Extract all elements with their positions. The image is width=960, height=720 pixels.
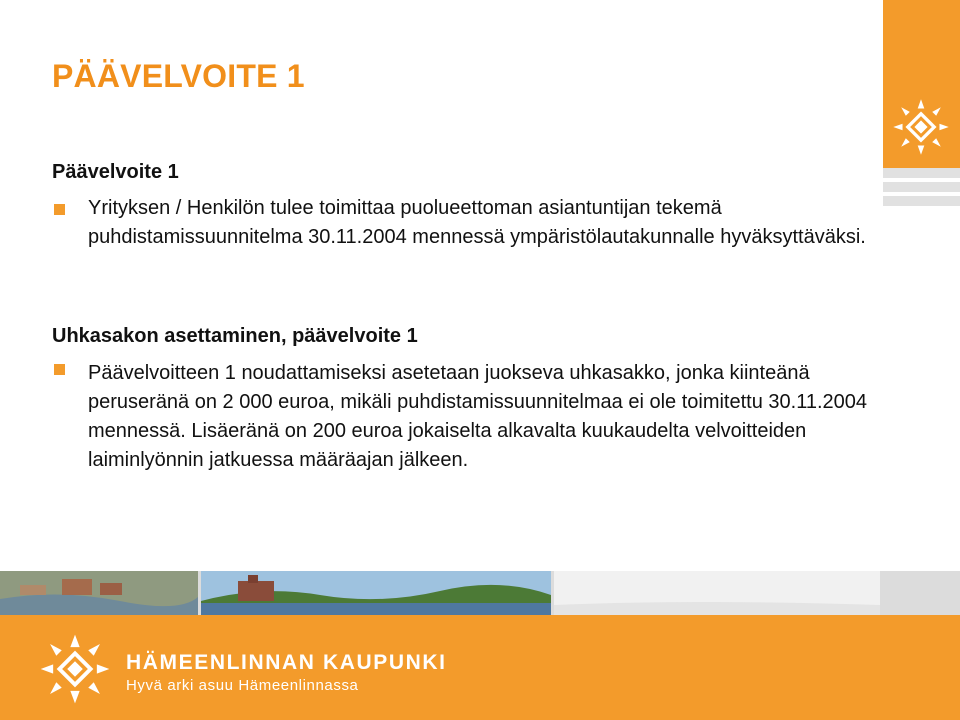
square-bullet-icon bbox=[54, 364, 65, 375]
section-heading: Päävelvoite 1 bbox=[52, 161, 179, 183]
bullet-text: Yrityksen / Henkilön tulee toimittaa puolueettoman asiantuntijan tekemä puhdistamissuunnitelma 30.11.2004 mennessä ympäristölautakunnalle hyväksyttäväksi. bbox=[88, 197, 866, 248]
aerial-photo bbox=[0, 571, 198, 615]
sun-emblem-icon bbox=[36, 630, 114, 708]
section-heading: Uhkasakon asettaminen, päävelvoite 1 bbox=[52, 325, 418, 347]
square-bullet-icon bbox=[54, 204, 65, 215]
organization-name: HÄMEENLINNAN KAUPUNKI bbox=[126, 651, 447, 674]
corner-stripe bbox=[883, 168, 960, 178]
photo-strip bbox=[0, 571, 960, 615]
corner-stripe bbox=[883, 196, 960, 206]
bullet-text: Päävelvoitteen 1 noudattamiseksi asetetaan juokseva uhkasakko, jonka kiinteänä peruseränä on 2 000 euroa, mikäli puhdistamissuunnitelmaa ei ole toimitettu 30.11.2004 mennessä. Lisäeränä on 200 euroa jokaiselta alkavalta kuukaudelta velvoitteiden laiminlyönnin jatkuessa määräajan jälkeen. bbox=[88, 362, 868, 471]
pale-photo bbox=[554, 571, 880, 615]
slide-title: PÄÄVELVOITE 1 bbox=[52, 58, 305, 94]
organization-slogan: Hyvä arki asuu Hämeenlinnassa bbox=[126, 677, 359, 694]
corner-stripe bbox=[883, 182, 960, 192]
lake-photo bbox=[201, 571, 551, 615]
sun-emblem-icon bbox=[888, 94, 954, 160]
